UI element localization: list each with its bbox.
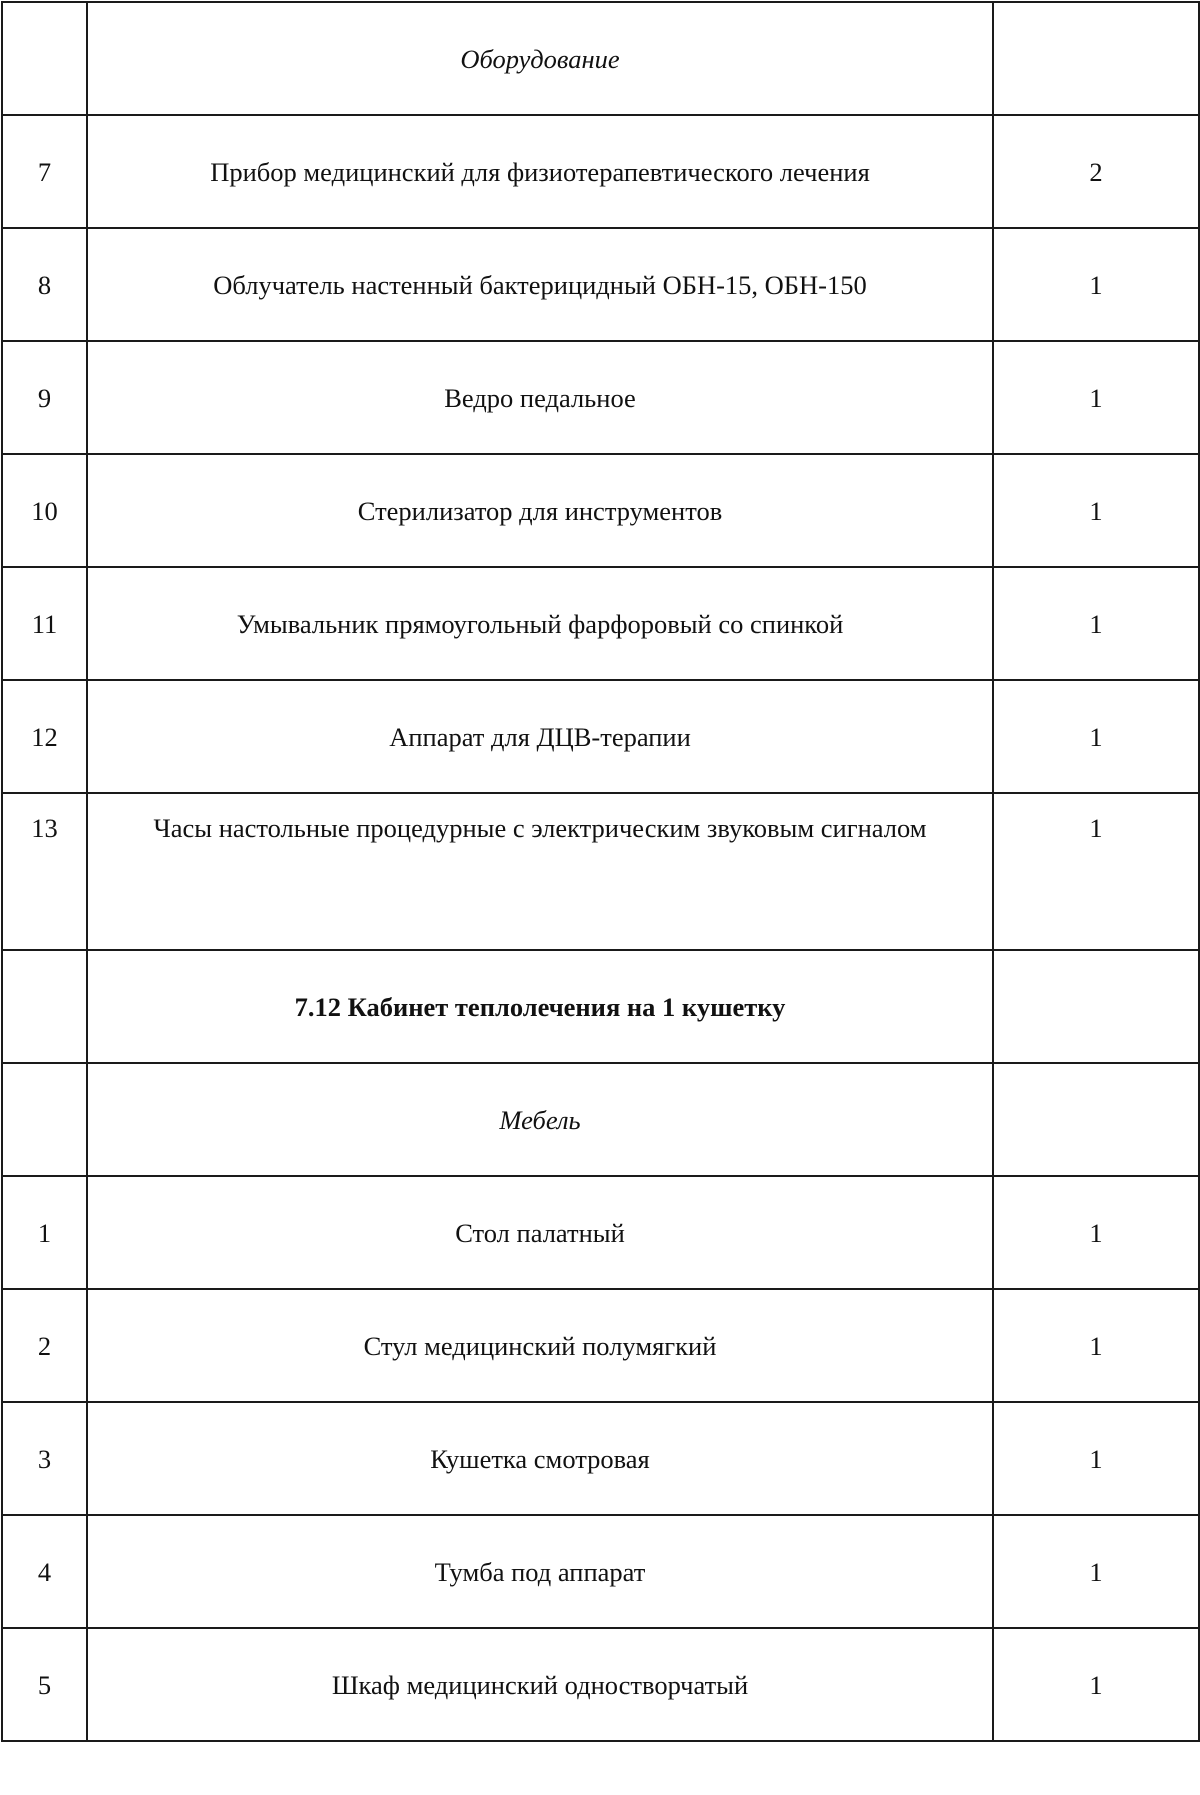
quantity-cell: [993, 950, 1199, 1063]
quantity-cell: 1: [993, 567, 1199, 680]
table-row: [2, 1402, 1199, 1515]
item-name-cell: Ведро педальное: [87, 341, 993, 454]
item-name-cell: Стул медицинский полумягкий: [87, 1289, 993, 1402]
equipment-table: [1, 1, 1200, 1742]
quantity-cell: 1: [993, 1628, 1199, 1741]
row-number-cell: 1: [2, 1176, 87, 1289]
item-name-cell: Часы настольные процедурные с электрическим звуковым сигналом: [87, 793, 993, 950]
table-row-section-heading: [2, 950, 1199, 1063]
row-number-cell: 2: [2, 1289, 87, 1402]
table-row: [2, 454, 1199, 567]
quantity-cell: 1: [993, 1289, 1199, 1402]
quantity-cell: 1: [993, 341, 1199, 454]
table-row: [2, 341, 1199, 454]
table-row: [2, 680, 1199, 793]
row-number-cell: 13: [2, 793, 87, 950]
table-row-section-equipment: [2, 2, 1199, 115]
row-number-cell: 5: [2, 1628, 87, 1741]
row-number-cell: [2, 1063, 87, 1176]
table-row-section-furniture: [2, 1063, 1199, 1176]
table-row: [2, 1176, 1199, 1289]
row-number-cell: 4: [2, 1515, 87, 1628]
item-name-cell: Аппарат для ДЦВ-терапии: [87, 680, 993, 793]
quantity-cell: 1: [993, 793, 1199, 950]
quantity-cell: 1: [993, 680, 1199, 793]
table-row: [2, 115, 1199, 228]
quantity-cell: 1: [993, 1176, 1199, 1289]
table-row: [2, 1515, 1199, 1628]
table-row: [2, 1628, 1199, 1741]
row-number-cell: 12: [2, 680, 87, 793]
quantity-cell: [993, 1063, 1199, 1176]
item-name-cell: Тумба под аппарат: [87, 1515, 993, 1628]
row-number-cell: 11: [2, 567, 87, 680]
quantity-cell: 1: [993, 228, 1199, 341]
row-number-cell: 10: [2, 454, 87, 567]
row-number-cell: [2, 2, 87, 115]
item-name-cell: Шкаф медицинский одностворчатый: [87, 1628, 993, 1741]
section-heading-heat-therapy-room: 7.12 Кабинет теплолечения на 1 кушетку: [87, 950, 993, 1063]
item-name-cell: Стол палатный: [87, 1176, 993, 1289]
item-name-cell: Прибор медицинский для физиотерапевтического лечения: [87, 115, 993, 228]
row-number-cell: 7: [2, 115, 87, 228]
quantity-cell: 1: [993, 454, 1199, 567]
quantity-cell: 1: [993, 1515, 1199, 1628]
table-row: [2, 567, 1199, 680]
section-subheading-equipment: Оборудование: [87, 2, 993, 115]
item-name-cell: Умывальник прямоугольный фарфоровый со спинкой: [87, 567, 993, 680]
table-row: [2, 228, 1199, 341]
row-number-cell: 9: [2, 341, 87, 454]
item-name-cell: Кушетка смотровая: [87, 1402, 993, 1515]
quantity-cell: [993, 2, 1199, 115]
table-row: [2, 793, 1199, 950]
row-number-cell: 3: [2, 1402, 87, 1515]
row-number-cell: 8: [2, 228, 87, 341]
quantity-cell: 1: [993, 1402, 1199, 1515]
row-number-cell: [2, 950, 87, 1063]
quantity-cell: 2: [993, 115, 1199, 228]
table-row: [2, 1289, 1199, 1402]
item-name-cell: Облучатель настенный бактерицидный ОБН-15, ОБН-150: [87, 228, 993, 341]
item-name-cell: Стерилизатор для инструментов: [87, 454, 993, 567]
section-subheading-furniture: Мебель: [87, 1063, 993, 1176]
